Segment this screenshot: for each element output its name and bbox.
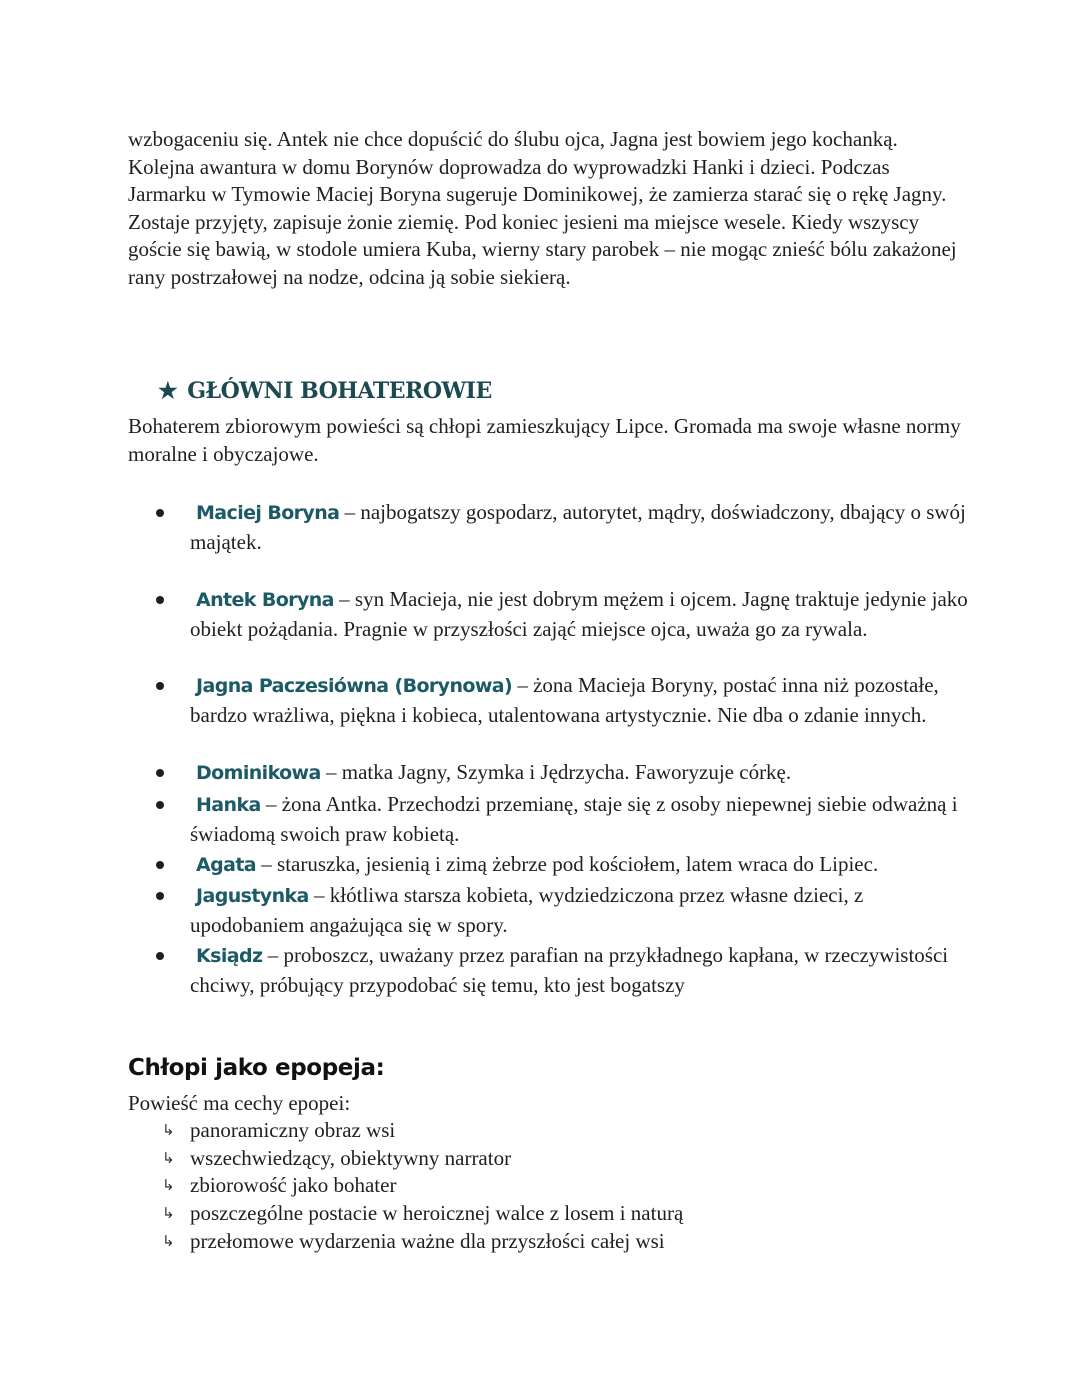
bullet-icon	[156, 596, 164, 604]
character-name: Ksiądz	[196, 945, 263, 967]
character-item	[190, 671, 970, 729]
arrow-icon: ↳	[162, 1176, 175, 1194]
epic-feature-text: przełomowe wydarzenia ważne dla przyszłości całej wsi	[190, 1229, 665, 1253]
main-characters-heading-text: GŁÓWNI BOHATEROWIE	[187, 378, 492, 404]
epic-feature-item	[162, 1172, 397, 1200]
bullet-icon	[156, 801, 164, 809]
character-item	[190, 941, 970, 999]
character-description: – matka Jagny, Szymka i Jędrzycha. Faworyzuje córkę.	[320, 760, 792, 784]
bullet-icon	[156, 769, 164, 777]
character-description: – proboszcz, uważany przez parafian na przykładnego kapłana, w rzeczywistości chciwy, próbujący przypodobać się temu, kto jest bogatszy	[190, 943, 949, 997]
character-name: Jagna Paczesiówna (Borynowa)	[196, 675, 513, 697]
character-description: – najbogatszy gospodarz, autorytet, mądry, doświadczony, dbający o swój majątek.	[190, 500, 966, 554]
bullet-icon	[156, 682, 164, 690]
character-item	[190, 790, 970, 848]
star-icon: ★	[158, 378, 178, 404]
arrow-icon: ↳	[162, 1121, 175, 1139]
arrow-icon: ↳	[162, 1149, 175, 1167]
character-description: – żona Macieja Boryny, postać inna niż pozostałe, bardzo wrażliwa, piękna i kobieca, utalentowana artystycznie. Nie dba o zdanie innych.	[190, 673, 939, 727]
character-item	[190, 498, 970, 556]
epic-feature-text: poszczególne postacie w heroicznej walce z losem i naturą	[190, 1201, 684, 1225]
character-name: Maciej Boryna	[196, 502, 340, 524]
epic-feature-text: panoramiczny obraz wsi	[190, 1118, 396, 1142]
arrow-icon: ↳	[162, 1204, 175, 1222]
epic-feature-text: zbiorowość jako bohater	[190, 1173, 397, 1197]
main-characters-intro: Bohaterem zbiorowym powieści są chłopi zamieszkujący Lipce. Gromada ma swoje własne normy moralne i obyczajowe.	[128, 414, 961, 466]
character-name: Agata	[196, 854, 257, 876]
character-description: – kłótliwa starsza kobieta, wydziedziczona przez własne dzieci, z upodobaniem angażująca się w spory.	[190, 883, 864, 937]
epic-feature-item	[162, 1117, 396, 1145]
epic-feature-item	[162, 1228, 665, 1256]
character-item	[190, 758, 970, 788]
bullet-icon	[156, 509, 164, 517]
character-item	[190, 585, 970, 643]
character-description: – syn Macieja, nie jest dobrym mężem i ojcem. Jagnę traktuje jedynie jako obiekt pożądania. Pragnie w przyszłości zająć miejsce ojca, uważa go za rywala.	[190, 587, 968, 641]
bullet-icon	[156, 952, 164, 960]
character-item	[190, 850, 970, 880]
character-name: Jagustynka	[196, 885, 309, 907]
character-name: Antek Boryna	[196, 589, 334, 611]
epic-feature-text: wszechwiedzący, obiektywny narrator	[190, 1146, 512, 1170]
character-description: – żona Antka. Przechodzi przemianę, staje się z osoby niepewnej siebie odważną i świadomą swoich praw kobietą.	[190, 792, 958, 846]
character-name: Hanka	[196, 794, 261, 816]
main-characters-heading	[158, 378, 492, 404]
bullet-icon	[156, 861, 164, 869]
intro-paragraph: wzbogaceniu się. Antek nie chce dopuścić do ślubu ojca, Jagna jest bowiem jego kochanką. Kolejna awantura w domu Borynów doprowadza do wyprowadzki Hanki i dzieci. Podczas Jarmarku w Tymowie Maciej Boryna sugeruje Dominikowej, że zamierza starać się o rękę Jagny. Zostaje przyjęty, zapisuje żonie ziemię. Pod koniec jesieni ma miejsce wesele. Kiedy wszyscy goście się bawią, w stodole umiera Kuba, wierny stary parobek – nie mogąc znieść bólu zakażonej rany postrzałowej na nodze, odcina ją sobie siekierą.	[128, 127, 957, 289]
epic-heading: Chłopi jako epopeja:	[128, 1055, 385, 1081]
character-item	[190, 881, 970, 939]
epic-feature-item	[162, 1145, 512, 1173]
epic-feature-item	[162, 1200, 684, 1228]
character-description: – staruszka, jesienią i zimą żebrze pod kościołem, latem wraca do Lipiec.	[256, 852, 879, 876]
bullet-icon	[156, 892, 164, 900]
arrow-icon: ↳	[162, 1232, 175, 1250]
epic-intro: Powieść ma cechy epopei:	[128, 1091, 351, 1115]
character-name: Dominikowa	[196, 762, 321, 784]
